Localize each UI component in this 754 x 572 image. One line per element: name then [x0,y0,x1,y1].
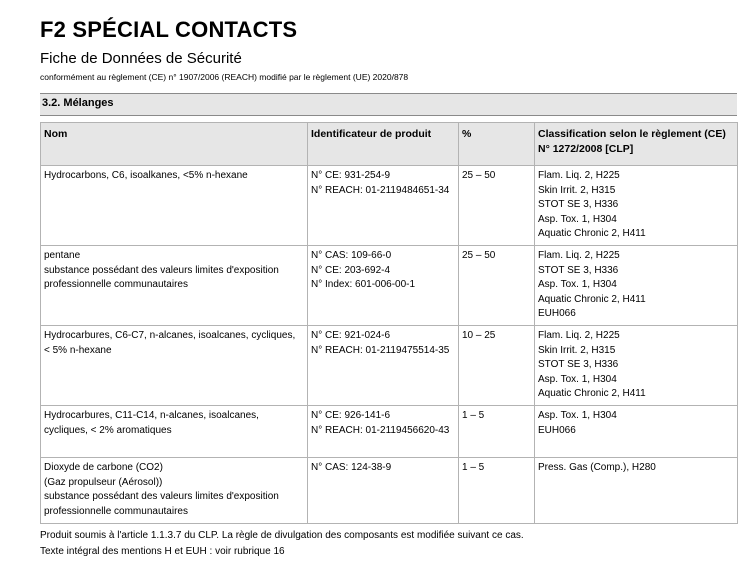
cell-name-line: substance possédant des valeurs limites d'exposition professionnelle communautaires [44,491,279,517]
cell-name-line: (Gaz propulseur (Aérosol)) [44,476,163,488]
cell-identifier [308,458,459,524]
cell-classification-line: Skin Irrit. 2, H315 [538,184,616,196]
cell-name-line: Hydrocarbures, C11-C14, n-alcanes, isoalcanes, cycliques, < 2% aromatiques [44,410,259,436]
cell-classification [535,406,738,458]
cell-classification-line: Flam. Liq. 2, H225 [538,330,620,341]
cell-name-line: Hydrocarbons, C6, isoalkanes, <5% n-hexane [44,170,248,181]
cell-name-line: pentane [44,250,81,261]
column-header-name: Nom [41,123,308,166]
cell-classification-line: STOT SE 3, H336 [538,359,619,370]
cell-percent: 1 – 5 [459,458,535,524]
cell-classification-line: Asp. Tox. 1, H304 [538,410,617,421]
document-subtitle: Fiche de Données de Sécurité [40,50,242,67]
cell-percent: 10 – 25 [459,326,535,406]
cell-identifier-line: N° CE: 203-692-4 [311,264,391,276]
cell-classification-line: Aquatic Chronic 2, H411 [538,228,646,239]
cell-identifier [308,246,459,326]
table-row [41,458,738,524]
cell-classification-line: Asp. Tox. 1, H304 [538,213,617,225]
cell-identifier-line: N° REACH: 01-2119484651-34 [311,184,450,196]
cell-classification-line: Press. Gas (Comp.), H280 [538,462,656,473]
cell-identifier-line: N° CE: 926-141-6 [311,410,391,421]
table-row [41,166,738,246]
footer-note-clp: Produit soumis à l'article 1.1.3.7 du CLP. La règle de divulgation des composants est modifiée suivant ce cas. [40,530,524,541]
table-body [41,166,738,524]
column-header-percent: % [459,123,535,166]
column-header-classification: Classification selon le règlement (CE) N° 1272/2008 [CLP] [535,123,738,166]
regulation-note: conformément au règlement (CE) n° 1907/2006 (REACH) modifié par le règlement (UE) 2020/878 [40,72,409,82]
cell-name-line: Dioxyde de carbone (CO2) [44,462,163,473]
cell-classification [535,458,738,524]
cell-percent: 25 – 50 [459,246,535,326]
cell-name [41,406,308,458]
document-title: F2 SPÉCIAL CONTACTS [40,17,298,42]
section-label: 3.2. Mélanges [42,97,114,109]
cell-name-line: substance possédant des valeurs limites d'exposition professionnelle communautaires [44,264,279,290]
cell-classification [535,246,738,326]
column-header-identifier: Identificateur de produit [308,123,459,166]
cell-percent: 25 – 50 [459,166,535,246]
cell-identifier-line: N° CAS: 109-66-0 [311,250,392,261]
cell-name [41,458,308,524]
cell-percent: 1 – 5 [459,406,535,458]
cell-identifier-line: N° CAS: 124-38-9 [311,462,392,473]
cell-classification-line: STOT SE 3, H336 [538,199,619,210]
cell-classification-line: Skin Irrit. 2, H315 [538,344,616,356]
cell-classification-line: Asp. Tox. 1, H304 [538,279,617,290]
table-row [41,326,738,406]
cell-identifier [308,326,459,406]
cell-identifier-line: N° Index: 601-006-00-1 [311,279,416,290]
cell-name [41,166,308,246]
footer-note-reference: Texte intégral des mentions H et EUH : voir rubrique 16 [40,546,285,557]
cell-identifier-line: N° CE: 921-024-6 [311,330,391,341]
cell-classification-line: EUH066 [538,424,576,436]
table-row [41,406,738,458]
cell-identifier-line: N° REACH: 01-2119456620-43 [311,424,450,436]
cell-classification-line: Flam. Liq. 2, H225 [538,250,620,261]
cell-identifier [308,406,459,458]
cell-classification-line: STOT SE 3, H336 [538,264,619,276]
cell-classification-line: Aquatic Chronic 2, H411 [538,388,646,399]
cell-name [41,246,308,326]
cell-identifier-line: N° REACH: 01-2119475514-35 [311,344,450,356]
cell-classification-line: EUH066 [538,308,576,319]
cell-name [41,326,308,406]
cell-identifier [308,166,459,246]
cell-classification [535,326,738,406]
cell-classification [535,166,738,246]
cell-classification-line: Aquatic Chronic 2, H411 [538,293,646,305]
table-header-row [41,123,738,166]
section-header-mixtures [40,93,737,116]
cell-identifier-line: N° CE: 931-254-9 [311,170,391,181]
cell-classification-line: Asp. Tox. 1, H304 [538,373,617,385]
cell-classification-line: Flam. Liq. 2, H225 [538,170,620,181]
table-row [41,246,738,326]
cell-name-line: Hydrocarbures, C6-C7, n-alcanes, isoalcanes, cycliques, < 5% n-hexane [44,330,296,356]
mixtures-table [40,122,738,524]
